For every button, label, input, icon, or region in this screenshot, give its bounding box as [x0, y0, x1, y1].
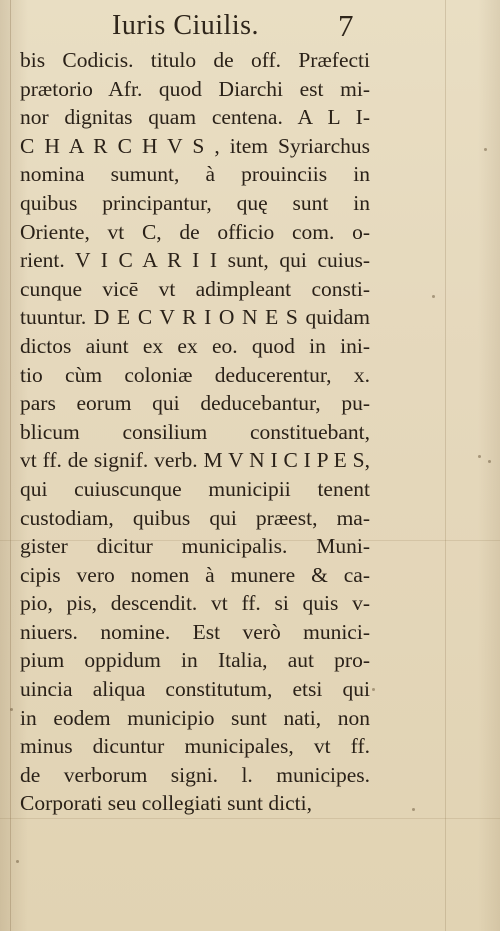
text-line: nomina sumunt, à prouinciis in [20, 162, 370, 187]
text-line: pium oppidum in Italia, aut pro- [20, 648, 370, 673]
text-line: rient. V I C A R I I sunt, qui cuius- [20, 248, 370, 273]
text-line: Oriente, vt C, de officio com. o- [20, 219, 370, 244]
text-line: cipis vero nomen à munere & ca- [20, 562, 370, 587]
text-line: blicum consilium constituebant, [20, 419, 370, 444]
text-line: niuers. nomine. Est verò munici- [20, 619, 370, 644]
text-line: minus dicuntur municipales, vt ff. [20, 734, 370, 759]
text-line: tuuntur. D E C V R I O N E S quidam [20, 305, 370, 330]
text-line: uincia aliqua constitutum, etsi qui [20, 677, 370, 702]
text-line: custodiam, quibus qui præest, ma- [20, 505, 370, 530]
text-line: pio, pis, descendit. vt ff. si quis v- [20, 591, 370, 616]
text-line: prætorio Afr. quod Diarchi est mi- [20, 76, 370, 101]
text-line: vt ff. de signif. verb. M V N I C I P E S, [20, 448, 370, 473]
text-line: quibus principantur, quę sunt in [20, 190, 370, 215]
text-line: bis Codicis. titulo de off. Præfecti [20, 48, 370, 72]
text-line: de verborum signi. l. municipes. [20, 762, 370, 787]
paper-speck [484, 148, 487, 151]
paper-speck [10, 708, 13, 711]
text-line: dictos aiunt ex ex eo. quod in ini- [20, 333, 370, 358]
page-number: 7 [338, 8, 354, 43]
page-fold-right [445, 0, 446, 931]
paper-speck [488, 460, 491, 463]
text-line: C H A R C H V S , item Syriarchus [20, 133, 370, 158]
body-text [20, 46, 370, 818]
paper-fold-line [0, 818, 500, 819]
paper-speck [372, 688, 375, 691]
text-line: Corporati seu collegiati sunt dicti, [20, 791, 312, 816]
text-line: nor dignitas quam centena. A L I- [20, 105, 370, 130]
text-line: qui cuiuscunque municipii tenent [20, 476, 370, 501]
text-line: in eodem municipio sunt nati, non [20, 705, 370, 730]
text-line: pars eorum qui deducebantur, pu- [20, 391, 370, 416]
paper-speck [432, 295, 435, 298]
text-line: gister dicitur municipalis. Muni- [20, 534, 370, 559]
text-line: cunque vicē vt adimpleant consti- [20, 276, 370, 301]
text-line: tio cùm coloniæ deducerentur, x. [20, 362, 370, 387]
page-fold-left [10, 0, 11, 931]
paper-speck [412, 808, 415, 811]
running-head: Iuris Ciuilis. [112, 10, 260, 41]
paper-speck [16, 860, 19, 863]
page-header [0, 8, 500, 48]
paper-speck [478, 455, 481, 458]
